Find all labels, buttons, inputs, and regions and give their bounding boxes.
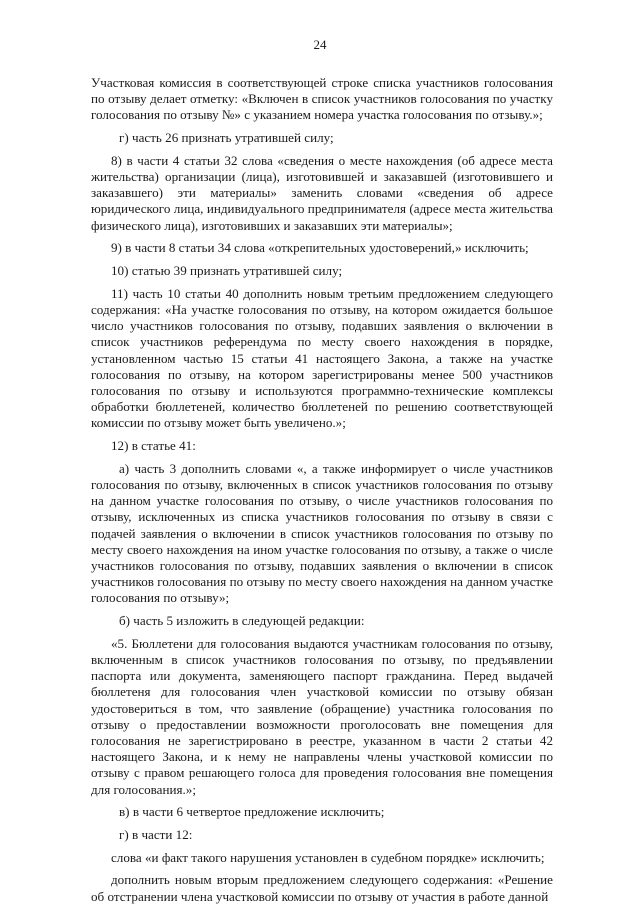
paragraph-1: Участковая комиссия в соответствующей строке списка участников голосования по отзыву делает отметку: «Включен в список участников голосования по участку голосования по отзыву №» с указанием номера участка голосования по отзыву.»; — [91, 75, 553, 123]
paragraph-8: а) часть 3 дополнить словами «, а также информирует о числе участников голосования по отзыву, включенных в список участников голосования по отзыву на данном участке голосования по отзыву, о числе участников голосования по отзыву, исключенных из списка участников голосования по отзыву в связи с подачей заявления о включении в список участников голосования по отзыву по месту своего нахождения на ином участке голосования по отзыву, а также о числе участников голосования по отзыву, подавших заявления о включении в список участников голосования по отзыву по месту своего нахождения на данном участке голосования по отзыву»; — [91, 460, 553, 606]
paragraph-4: 9) в части 8 статьи 34 слова «открепительных удостоверений,» исключить; — [111, 240, 529, 256]
page-number: 24 — [313, 37, 327, 52]
paragraph-13: слова «и факт такого нарушения установлен в судебном порядке» исключить; — [111, 849, 545, 865]
paragraph-6: 11) часть 10 статьи 40 дополнить новым третьим предложением следующего содержания: «На участке голосования по отзыву, на котором ожидается большое число участников голосования по отзыву, подавших заявления о включении в список участников референдума по месту своего нахождения в порядке, установленном частью 15 статьи 41 настоящего Закона, а также на участке голосования по отзыву, на котором зарегистрированы менее 500 участников голосования по отзыву и используются программно-технические комплексы обработки бюллетеней, количество бюллетеней по решению соответствующей комиссии по отзыву может быть увеличено.»; — [91, 285, 553, 431]
paragraph-10: «5. Бюллетени для голосования выдаются участникам голосования по отзыву, включенным в список участников голосования по отзыву, по предъявлении паспорта или документа, заменяющего паспорт гражданина. Перед выдачей бюллетеня для голосования член участковой комиссии по отзыву обязан удостовериться в том, что заявление (обращение) участника голосования по отзыву о предоставлении возможности проголосовать вне помещения для голосования не зарегистрировано в реестре, указанном в части 2 статьи 42 настоящего Закона, и к нему не направлены члены участковой комиссии по отзыву с правом решающего голоса для проведения голосования вне помещения для голосования.»; — [91, 635, 553, 797]
paragraph-11: в) в части 6 четвертое предложение исключить; — [119, 804, 385, 820]
paragraph-9: б) часть 5 изложить в следующей редакции: — [119, 613, 365, 629]
document-body — [91, 75, 553, 911]
paragraph-14: дополнить новым вторым предложением следующего содержания: «Решение об отстранении члена участковой комиссии по отзыву от участия в работе данной — [91, 872, 553, 904]
paragraph-2: г) часть 26 признать утратившей силу; — [119, 130, 334, 146]
paragraph-3: 8) в части 4 статьи 32 слова «сведения о месте нахождения (об адресе места жительства) организации (лица), изготовившей и заказавшей (изготовившего и заказавшего) эти материалы» заменить словами «сведения об адресе юридического лица, индивидуального предпринимателя (адресе места жительства физического лица), изготовивших и заказавших эти материалы»; — [91, 152, 553, 233]
paragraph-5: 10) статью 39 признать утратившей силу; — [111, 263, 343, 279]
paragraph-7: 12) в статье 41: — [111, 438, 196, 454]
paragraph-12: г) в части 12: — [119, 827, 193, 843]
